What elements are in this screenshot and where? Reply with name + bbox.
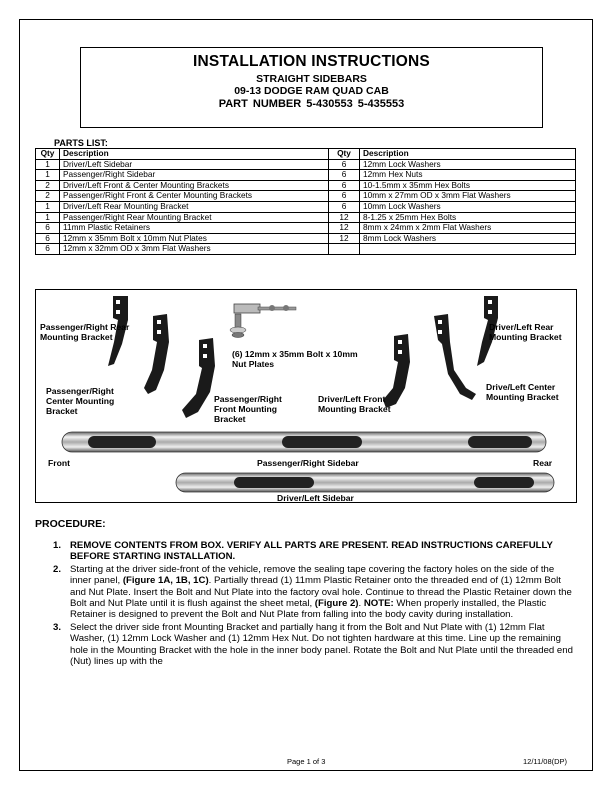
table-row [36, 223, 576, 234]
step-2 [53, 563, 578, 621]
qty-cell: 6 [329, 191, 360, 202]
table-header-row [36, 149, 576, 160]
qty-cell: 6 [36, 223, 60, 234]
label-driver-front-bracket: Driver/Left Front Mounting Bracket [318, 394, 391, 414]
description-cell: 11mm Plastic Retainers [60, 223, 329, 234]
description-cell: Passenger/Right Front & Center Mounting Brackets [60, 191, 329, 202]
qty-cell: 6 [329, 170, 360, 181]
description-cell: 10-1.5mm x 35mm Hex Bolts [360, 180, 576, 191]
column-header: Qty [329, 149, 360, 160]
table-row [36, 170, 576, 181]
figure-reference: (Figure 1A, 1B, 1C) [122, 575, 209, 587]
qty-cell: 12 [329, 223, 360, 234]
description-cell: 8-1.25 x 25mm Hex Bolts [360, 212, 576, 223]
vehicle-line: 09-13 DODGE RAM QUAD CAB [234, 85, 389, 97]
step-3 [53, 621, 578, 668]
qty-cell: 1 [36, 212, 60, 223]
label-bolt-nut-plates: (6) 12mm x 35mm Bolt x 10mm Nut Plates [232, 349, 358, 369]
figure-reference: (Figure 2) [314, 598, 359, 610]
doc-subtitle: STRAIGHT SIDEBARS [256, 73, 367, 85]
label-driver-sidebar: Driver/Left Sidebar [277, 493, 354, 503]
qty-cell: 6 [36, 233, 60, 244]
qty-cell: 12 [329, 233, 360, 244]
description-cell: 12mm Lock Washers [360, 159, 576, 170]
page-number: Page 1 of 3 [287, 757, 326, 766]
bracket-icon [144, 314, 169, 394]
description-cell: 10mm x 27mm OD x 3mm Flat Washers [360, 191, 576, 202]
label-passenger-sidebar: Passenger/Right Sidebar [257, 458, 359, 468]
step-text: Select the driver side front Mounting Bracket and partially hang it from the Bolt and Nut Plate with (1) 12mm Flat Washer, (1) 12mm Lock Washer and (1) 12mm Hex Nut. Do not tighten hardware at this time. Line up the remaining hole in the Mounting Bracket with the hole in the inner body panel. Rotate the Bolt and Nut Plate until the threaded end (Nut) lines up with the [70, 621, 573, 668]
qty-cell: 1 [36, 159, 60, 170]
part-number: PART NUMBER 5-430553 5-435553 [218, 98, 405, 110]
qty-cell [329, 244, 360, 255]
description-cell: Driver/Left Rear Mounting Bracket [60, 201, 329, 212]
table-row [36, 159, 576, 170]
note-label: NOTE: [363, 598, 394, 610]
bracket-icon [434, 314, 476, 400]
bolt-nut-plate-icon [230, 304, 296, 338]
description-cell [360, 244, 576, 255]
step-number: 1. [53, 540, 62, 551]
description-cell: 10mm Lock Washers [360, 201, 576, 212]
step-text: Starting at the driver side-front of the vehicle, remove the sealing tape covering the factory holes on the side of the inner panel, [70, 563, 555, 587]
step-number: 3. [53, 621, 62, 633]
procedure-heading: PROCEDURE: [35, 518, 106, 530]
driver-sidebar-icon [176, 473, 554, 492]
description-cell: Driver/Left Front & Center Mounting Brackets [60, 180, 329, 191]
label-rear: Rear [533, 458, 553, 468]
procedure-steps [53, 540, 578, 668]
step-number: 2. [53, 563, 62, 575]
qty-cell: 6 [329, 201, 360, 212]
label-passenger-center-bracket: Passenger/Right Center Mounting Bracket [46, 386, 115, 416]
doc-title: INSTALLATION INSTRUCTIONS [193, 53, 430, 70]
parts-list-label: PARTS LIST: [54, 138, 108, 148]
table-row [36, 233, 576, 244]
description-cell: Passenger/Right Sidebar [60, 170, 329, 181]
table-row [36, 244, 576, 255]
revision-date: 12/11/08(DP) [523, 757, 568, 766]
description-cell: 8mm x 24mm x 2mm Flat Washers [360, 223, 576, 234]
label-front: Front [48, 458, 70, 468]
qty-cell: 2 [36, 191, 60, 202]
table-row [36, 191, 576, 202]
qty-cell: 12 [329, 212, 360, 223]
parts-figure [35, 289, 577, 503]
description-cell: 8mm Lock Washers [360, 233, 576, 244]
step-text: . [358, 598, 364, 610]
qty-cell: 2 [36, 180, 60, 191]
description-cell: 12mm x 35mm Bolt x 10mm Nut Plates [60, 233, 329, 244]
description-cell: Passenger/Right Rear Mounting Bracket [60, 212, 329, 223]
description-cell: Driver/Left Sidebar [60, 159, 329, 170]
qty-cell: 1 [36, 170, 60, 181]
label-passenger-front-bracket: Passenger/Right Front Mounting Bracket [214, 394, 282, 424]
label-passenger-rear-bracket: Passenger/Right Rear Mounting Bracket [40, 322, 130, 342]
label-driver-rear-bracket: Driver/Left Rear Mounting Bracket [489, 322, 562, 342]
label-driver-center-bracket: Drive/Left Center Mounting Bracket [486, 382, 559, 402]
title-box [80, 47, 543, 128]
qty-cell: 6 [36, 244, 60, 255]
table-row [36, 180, 576, 191]
description-cell: 12mm Hex Nuts [360, 170, 576, 181]
column-header: Description [60, 149, 329, 160]
description-cell: 12mm x 32mm OD x 3mm Flat Washers [60, 244, 329, 255]
step-1 [53, 540, 578, 563]
column-header: Description [360, 149, 576, 160]
qty-cell: 6 [329, 180, 360, 191]
qty-cell: 6 [329, 159, 360, 170]
bracket-icon [182, 338, 215, 418]
table-row [36, 212, 576, 223]
table-row [36, 201, 576, 212]
parts-table [35, 148, 576, 255]
step-text: REMOVE CONTENTS FROM BOX. VERIFY ALL PARTS ARE PRESENT. READ INSTRUCTIONS CAREFULLY BEFORE STARTING INSTALLATION. [70, 540, 553, 563]
step-text: . Partially thread (1) 11mm Plastic Retainer onto the threaded end of (1) 12mm Bolt and Nut Plate. Insert the Bolt and Nut Plate into the factory oval hole. Continue to thread the Plastic Retainer down the Bolt and Nut Plate until it is flush against the sheet metal, [70, 575, 572, 610]
passenger-sidebar-icon [62, 432, 546, 452]
qty-cell: 1 [36, 201, 60, 212]
step-text: When properly installed, the Plastic Retainer is designed to prevent the Bolt and Nut Plate from falling into the body cavity during installation. [70, 598, 547, 621]
column-header: Qty [36, 149, 60, 160]
